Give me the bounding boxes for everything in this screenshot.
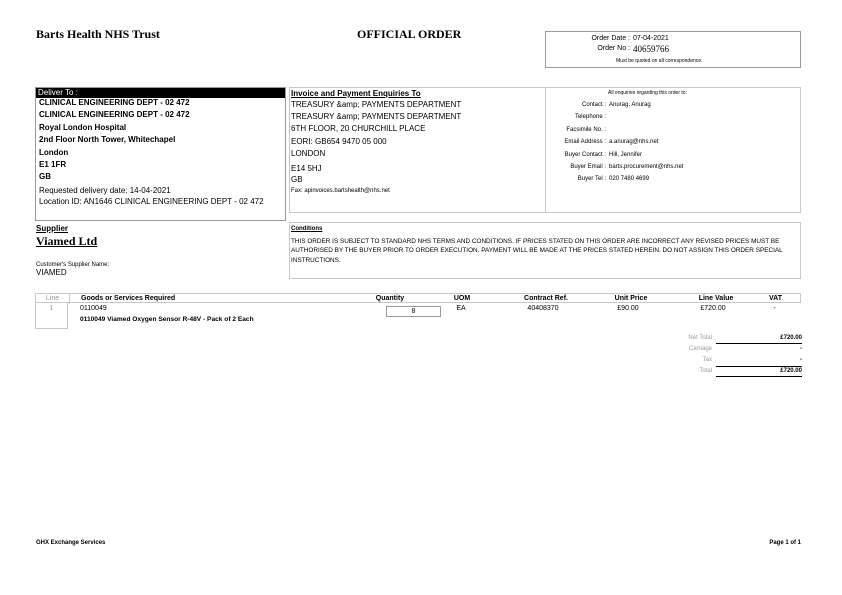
table-row	[35, 303, 801, 329]
invoice-line: TREASURY &amp; PAYMENTS DEPARTMENT	[291, 112, 462, 122]
deliver-to-heading: Deliver To :	[38, 88, 78, 97]
invoice-box	[289, 87, 546, 213]
invoice-line: 6TH FLOOR, 20 CHURCHILL PLACE	[291, 124, 426, 134]
enquiry-label: Buyer Contact :	[564, 151, 606, 158]
order-no-label: Order No :	[597, 45, 630, 52]
enquiry-label: Buyer Email :	[570, 163, 606, 170]
quote-note: Must be quoted on all correspondence.	[616, 58, 703, 64]
trust-name: Barts Health NHS Trust	[36, 27, 160, 41]
item-code: 0110049	[80, 305, 107, 312]
invoice-line: EORI: GB654 9470 05 000	[291, 136, 387, 146]
enquiry-row	[546, 101, 802, 113]
supplier-name: Viamed Ltd	[36, 234, 98, 248]
deliver-line: GB	[39, 172, 51, 182]
deliver-line: E1 1FR	[39, 159, 67, 169]
item-description: 0110049 Viamed Oxygen Sensor R-48V - Pack of 2 Each	[80, 316, 254, 323]
order-date-label: Order Date :	[591, 35, 630, 42]
uom-value: EA	[456, 305, 466, 312]
col-quantity: Quantity	[375, 295, 405, 302]
order-info-box	[545, 31, 801, 68]
requested-delivery-date: Requested delivery date: 14-04-2021	[39, 186, 171, 195]
line-value-value: £720.00	[700, 305, 726, 312]
document-title: OFFICIAL ORDER	[357, 27, 462, 41]
conditions-heading: Conditions	[291, 226, 323, 232]
col-line: Line	[36, 294, 70, 304]
deliver-to-box	[35, 87, 286, 221]
enquiry-label: Email Address :	[564, 139, 606, 146]
enquiry-value: barts.procurement@nhs.net	[609, 163, 684, 170]
line-number-cell	[35, 303, 68, 329]
line-items-table	[35, 293, 801, 333]
invoice-line: TREASURY &amp; PAYMENTS DEPARTMENT	[291, 100, 462, 109]
line-number: 1	[49, 305, 54, 312]
totals-block	[640, 334, 802, 380]
enquiry-row	[546, 175, 802, 187]
deliver-line: 2nd Floor North Tower, Whitechapel	[39, 135, 176, 145]
supplier-heading: Supplier	[36, 224, 69, 233]
footer-page-number: Page 1 of 1	[769, 540, 801, 546]
footer-left: GHX Exchange Services	[36, 540, 106, 546]
enquiry-label: Buyer Tel :	[577, 176, 606, 183]
enquiry-row	[546, 163, 802, 175]
net-total-label: Net Total	[688, 335, 712, 341]
enquiry-value: 020 7480 4699	[609, 176, 650, 183]
net-total-rule	[716, 343, 802, 344]
unit-price-value: £90.00	[617, 305, 639, 312]
conditions-box	[289, 222, 801, 279]
vat-value: -	[773, 305, 776, 312]
enquiry-label: Facsimile No. :	[566, 126, 606, 133]
col-goods: Goods or Services Required	[81, 295, 176, 302]
deliver-to-address	[39, 97, 284, 184]
deliver-line: CLINICAL ENGINEERING DEPT - 02 472	[39, 98, 190, 107]
enquiries-heading: All enquiries regarding this order to:	[608, 90, 687, 96]
enquiry-value: Hill, Jennifer	[609, 151, 643, 158]
enquiries-box	[545, 87, 801, 213]
order-date: 07-04-2021	[633, 35, 669, 42]
enquiry-row	[546, 126, 802, 138]
invoice-country: GB	[291, 175, 303, 184]
carriage-label: Carriage	[688, 346, 712, 352]
total-value: £720.00	[780, 368, 802, 374]
deliver-line: CLINICAL ENGINEERING DEPT - 02 472	[39, 110, 190, 120]
invoice-address	[291, 99, 541, 160]
enquiry-row	[546, 138, 802, 150]
enquiry-value: a.anurag@nhs.net	[609, 139, 659, 146]
customer-supplier-label: Customer's Supplier Name:	[36, 262, 110, 268]
tax-label: Tax	[702, 357, 712, 363]
col-line-value: Line Value	[698, 295, 734, 302]
col-vat: VAT	[769, 295, 782, 302]
invoice-fax: Fax: apinvoices.bartshealth@nhs.net	[291, 188, 390, 194]
col-contract: Contract Ref.	[524, 295, 568, 302]
contract-ref-value: 40408370	[527, 305, 559, 312]
enquiry-label: Telephone :	[574, 114, 606, 121]
enquiries-list	[546, 101, 802, 188]
col-uom: UOM	[453, 295, 471, 302]
deliver-line: London	[39, 147, 69, 157]
table-header	[35, 293, 801, 303]
tax-value: -	[800, 357, 802, 363]
enquiry-row	[546, 113, 802, 125]
total-rule-bottom	[716, 376, 802, 377]
enquiry-label: Contact :	[581, 102, 606, 108]
invoice-line: LONDON	[291, 148, 326, 158]
location-id: Location ID: AN1646 CLINICAL ENGINEERING DEPT - 02 472	[39, 197, 264, 206]
net-total-value: £720.00	[780, 335, 802, 341]
order-number: 40659766	[633, 44, 669, 54]
deliver-line: Royal London Hospital	[39, 122, 127, 132]
invoice-postcode: E14 5HJ	[291, 164, 322, 173]
enquiry-value: Anurag, Anurag	[609, 102, 651, 108]
conditions-text: THIS ORDER IS SUBJECT TO STANDARD NHS TERMS AND CONDITIONS. IF PRICES STATED ON THIS ORDER ARE INCORRECT ANY REVISED PRICES MUST BE AUTHORISED BY THE BUYER PRIOR TO ORDER EXECUTION. PAYMENT WILL BE MADE AT THE PRICES STATED HEREIN. DO NOT ASSIGN THIS ORDER SPECIAL INSTRUCTIONS.	[291, 238, 783, 264]
enquiry-row	[546, 151, 802, 163]
invoice-heading: Invoice and Payment Enquiries To	[291, 89, 421, 98]
quantity-value: 8	[411, 308, 416, 315]
carriage-value: -	[800, 346, 802, 352]
col-unit-price: Unit Price	[614, 295, 648, 302]
customer-supplier-name: VIAMED	[36, 268, 67, 277]
total-label: Total	[699, 368, 712, 374]
